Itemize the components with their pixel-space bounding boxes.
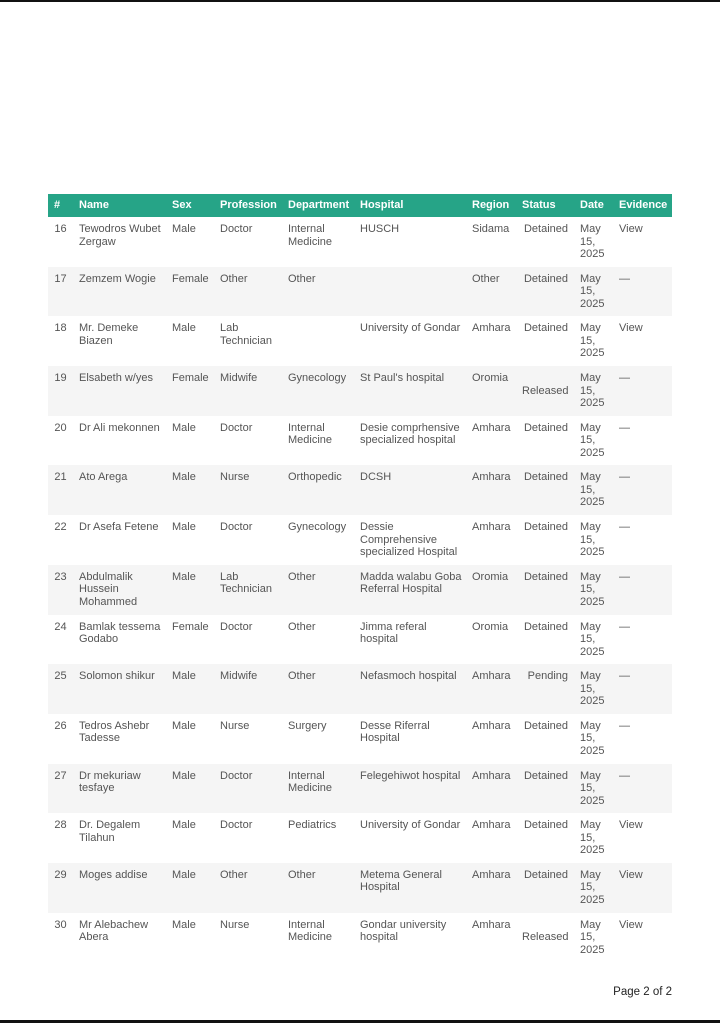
- status-cell: Detained: [523, 322, 568, 335]
- evidence-cell: —: [619, 421, 630, 434]
- status-cell: Detained: [523, 570, 568, 583]
- profession-cell: Lab Technician: [220, 322, 272, 347]
- status-cell: Detained: [523, 719, 568, 732]
- department-cell: Internal Medicine: [288, 421, 333, 447]
- status-cell: Detained: [523, 868, 568, 881]
- row-number: 29: [54, 868, 67, 881]
- evidence-cell: —: [619, 372, 630, 385]
- region-cell: Sidama: [472, 223, 510, 235]
- sex-cell: Female: [172, 272, 209, 285]
- hospital-cell: DCSH: [360, 471, 392, 484]
- date-cell: May 15, 2025: [580, 719, 605, 757]
- header-number: #: [48, 194, 73, 217]
- name-cell: Bamlak tessema Godabo: [79, 620, 161, 645]
- sex-cell: Male: [172, 819, 196, 832]
- name-cell: Elsabeth w/yes: [79, 372, 153, 385]
- row-number: 25: [54, 670, 67, 683]
- status-cell: Detained: [523, 272, 568, 285]
- department-cell: Other: [288, 670, 316, 683]
- table-row: [48, 764, 672, 814]
- name-cell: Mr. Demeke Biazen: [79, 322, 139, 347]
- name-cell: Moges addise: [79, 868, 148, 881]
- region-cell: Oromia: [472, 620, 509, 633]
- sex-cell: Male: [172, 223, 196, 235]
- evidence-view-link[interactable]: View: [619, 223, 643, 235]
- evidence-view-link[interactable]: View: [619, 322, 643, 335]
- sex-cell: Male: [172, 719, 196, 732]
- sex-cell: Male: [172, 670, 196, 683]
- row-number: 27: [54, 769, 67, 782]
- profession-cell: Midwife: [220, 372, 258, 385]
- status-cell: Released: [522, 931, 569, 944]
- hospital-cell: Desse Riferral Hospital: [360, 719, 430, 745]
- profession-cell: Doctor: [220, 769, 253, 782]
- department-cell: Orthopedic: [288, 471, 342, 484]
- hospital-cell: Gondar university hospital: [360, 918, 447, 944]
- hospital-cell: Madda walabu Goba Referral Hospital: [360, 570, 462, 596]
- name-cell: Dr Ali mekonnen: [79, 421, 160, 434]
- sex-cell: Male: [172, 570, 196, 583]
- name-cell: Solomon shikur: [79, 670, 155, 683]
- date-cell: May 15, 2025: [580, 272, 605, 310]
- region-cell: Amhara: [472, 769, 511, 782]
- header-department: Department: [282, 194, 354, 217]
- region-cell: Other: [472, 272, 500, 285]
- department-cell: Gynecology: [288, 372, 347, 385]
- detainee-table: [48, 194, 672, 962]
- table-header-row: [48, 194, 672, 217]
- sex-cell: Male: [172, 918, 196, 931]
- table-row: [48, 664, 672, 714]
- profession-cell: Nurse: [220, 918, 250, 931]
- row-number: 26: [54, 719, 67, 732]
- row-number: 20: [54, 421, 67, 434]
- status-cell: Pending: [527, 670, 568, 683]
- table-row: [48, 316, 672, 366]
- profession-cell: Other: [220, 868, 248, 881]
- profession-cell: Nurse: [220, 471, 250, 484]
- date-cell: May 15, 2025: [580, 819, 605, 857]
- table-row: [48, 813, 672, 863]
- hospital-cell: Metema General Hospital: [360, 868, 442, 894]
- department-cell: Other: [288, 868, 316, 881]
- name-cell: Mr Alebachew Abera: [79, 918, 149, 944]
- sex-cell: Male: [172, 322, 196, 335]
- evidence-view-link[interactable]: View: [619, 868, 643, 881]
- evidence-cell: —: [619, 670, 630, 683]
- header-region: Region: [466, 194, 516, 217]
- name-cell: Tedros Ashebr Tadesse: [79, 719, 150, 745]
- name-cell: Ato Arega: [79, 471, 128, 484]
- table-row: [48, 416, 672, 466]
- date-cell: May 15, 2025: [580, 223, 605, 260]
- sex-cell: Male: [172, 471, 196, 484]
- sex-cell: Male: [172, 421, 196, 434]
- region-cell: Amhara: [472, 322, 511, 335]
- hospital-cell: University of Gondar: [360, 819, 461, 832]
- status-cell: Detained: [523, 769, 568, 782]
- date-cell: May 15, 2025: [580, 322, 605, 360]
- profession-cell: Doctor: [220, 421, 253, 434]
- region-cell: Amhara: [472, 670, 511, 683]
- hospital-cell: [354, 267, 466, 317]
- region-cell: Amhara: [472, 719, 511, 732]
- date-cell: May 15, 2025: [580, 620, 605, 658]
- hospital-cell: Nefasmoch hospital: [360, 670, 457, 683]
- region-cell: Amhara: [472, 471, 511, 484]
- department-cell: [282, 316, 354, 366]
- sex-cell: Male: [172, 868, 196, 881]
- hospital-cell: Jimma referal hospital: [360, 620, 427, 645]
- region-cell: Oromia: [472, 570, 509, 583]
- region-cell: Oromia: [472, 372, 509, 385]
- page-number: Page 2 of 2: [613, 986, 672, 998]
- name-cell: Dr mekuriaw tesfaye: [79, 769, 141, 795]
- profession-cell: Lab Technician: [220, 570, 272, 596]
- department-cell: Internal Medicine: [288, 223, 333, 248]
- department-cell: Other: [288, 570, 316, 583]
- header-name: Name: [73, 194, 166, 217]
- row-number: 18: [54, 322, 67, 335]
- region-cell: Amhara: [472, 868, 511, 881]
- sex-cell: Male: [172, 769, 196, 782]
- row-number: 28: [54, 819, 67, 832]
- table-row: [48, 863, 672, 913]
- region-cell: Amhara: [472, 421, 511, 434]
- header-evidence: Evidence: [613, 194, 672, 217]
- evidence-cell: —: [619, 620, 630, 633]
- status-cell: Released: [522, 384, 569, 397]
- department-cell: Internal Medicine: [288, 918, 333, 944]
- profession-cell: Doctor: [220, 819, 253, 832]
- hospital-cell: Dessie Comprehensive specialized Hospital: [360, 521, 458, 559]
- sex-cell: Female: [172, 620, 209, 633]
- date-cell: May 15, 2025: [580, 918, 605, 956]
- evidence-cell: —: [619, 471, 630, 484]
- region-cell: Amhara: [472, 819, 511, 832]
- evidence-cell: —: [619, 521, 630, 534]
- evidence-cell: —: [619, 719, 630, 732]
- hospital-cell: University of Gondar: [360, 322, 461, 335]
- evidence-view-link[interactable]: View: [619, 819, 643, 832]
- department-cell: Pediatrics: [288, 819, 337, 832]
- row-number: 30: [54, 918, 67, 931]
- department-cell: Surgery: [288, 719, 327, 732]
- row-number: 22: [54, 521, 67, 534]
- status-cell: Detained: [523, 471, 568, 484]
- table-row: [48, 515, 672, 565]
- date-cell: May 15, 2025: [580, 769, 605, 807]
- profession-cell: Doctor: [220, 521, 253, 534]
- header-hospital: Hospital: [354, 194, 466, 217]
- header-profession: Profession: [214, 194, 282, 217]
- row-number: 19: [54, 372, 67, 385]
- department-cell: Other: [288, 272, 316, 285]
- sex-cell: Female: [172, 372, 209, 385]
- row-number: 23: [54, 570, 67, 583]
- name-cell: Tewodros Wubet Zergaw: [79, 223, 161, 248]
- status-cell: Detained: [523, 620, 568, 633]
- department-cell: Gynecology: [288, 521, 347, 534]
- row-number: 16: [54, 223, 67, 235]
- profession-cell: Midwife: [220, 670, 258, 683]
- hospital-cell: Felegehiwot hospital: [360, 769, 461, 782]
- header-date: Date: [574, 194, 613, 217]
- profession-cell: Nurse: [220, 719, 250, 732]
- table-row: [48, 615, 672, 665]
- top-border: [0, 0, 720, 2]
- date-cell: May 15, 2025: [580, 421, 605, 459]
- hospital-cell: HUSCH: [360, 223, 400, 235]
- table-row: [48, 465, 672, 515]
- department-cell: Other: [288, 620, 316, 633]
- region-cell: Amhara: [472, 521, 511, 534]
- sex-cell: Male: [172, 521, 196, 534]
- status-cell: Detained: [523, 521, 568, 534]
- status-cell: Detained: [523, 819, 568, 832]
- name-cell: Zemzem Wogie: [79, 272, 156, 285]
- region-cell: Amhara: [472, 918, 511, 931]
- table-row: [48, 913, 672, 963]
- hospital-cell: St Paul's hospital: [360, 372, 445, 385]
- date-cell: May 15, 2025: [580, 471, 605, 509]
- evidence-cell: —: [619, 769, 630, 782]
- evidence-view-link[interactable]: View: [619, 918, 643, 931]
- table-row: [48, 267, 672, 317]
- name-cell: Dr Asefa Fetene: [79, 521, 159, 534]
- date-cell: May 15, 2025: [580, 372, 605, 410]
- status-cell: Detained: [523, 223, 568, 235]
- hospital-cell: Desie comprhensive specialized hospital: [360, 421, 460, 447]
- table-row: [48, 565, 672, 615]
- name-cell: Dr. Degalem Tilahun: [79, 819, 141, 844]
- date-cell: May 15, 2025: [580, 521, 605, 559]
- row-number: 24: [54, 620, 67, 633]
- row-number: 17: [54, 272, 67, 285]
- date-cell: May 15, 2025: [580, 570, 605, 608]
- status-cell: Detained: [523, 421, 568, 434]
- department-cell: Internal Medicine: [288, 769, 333, 795]
- name-cell: Abdulmalik Hussein Mohammed: [79, 570, 138, 608]
- table-row: [48, 366, 672, 416]
- row-number: 21: [54, 471, 67, 484]
- evidence-cell: —: [619, 570, 630, 583]
- table-row: [48, 217, 672, 267]
- header-status: Status: [516, 194, 574, 217]
- evidence-cell: —: [619, 272, 630, 285]
- profession-cell: Other: [220, 272, 248, 285]
- profession-cell: Doctor: [220, 620, 253, 633]
- date-cell: May 15, 2025: [580, 868, 605, 906]
- date-cell: May 15, 2025: [580, 670, 605, 708]
- header-sex: Sex: [166, 194, 214, 217]
- table-row: [48, 714, 672, 764]
- profession-cell: Doctor: [220, 223, 253, 235]
